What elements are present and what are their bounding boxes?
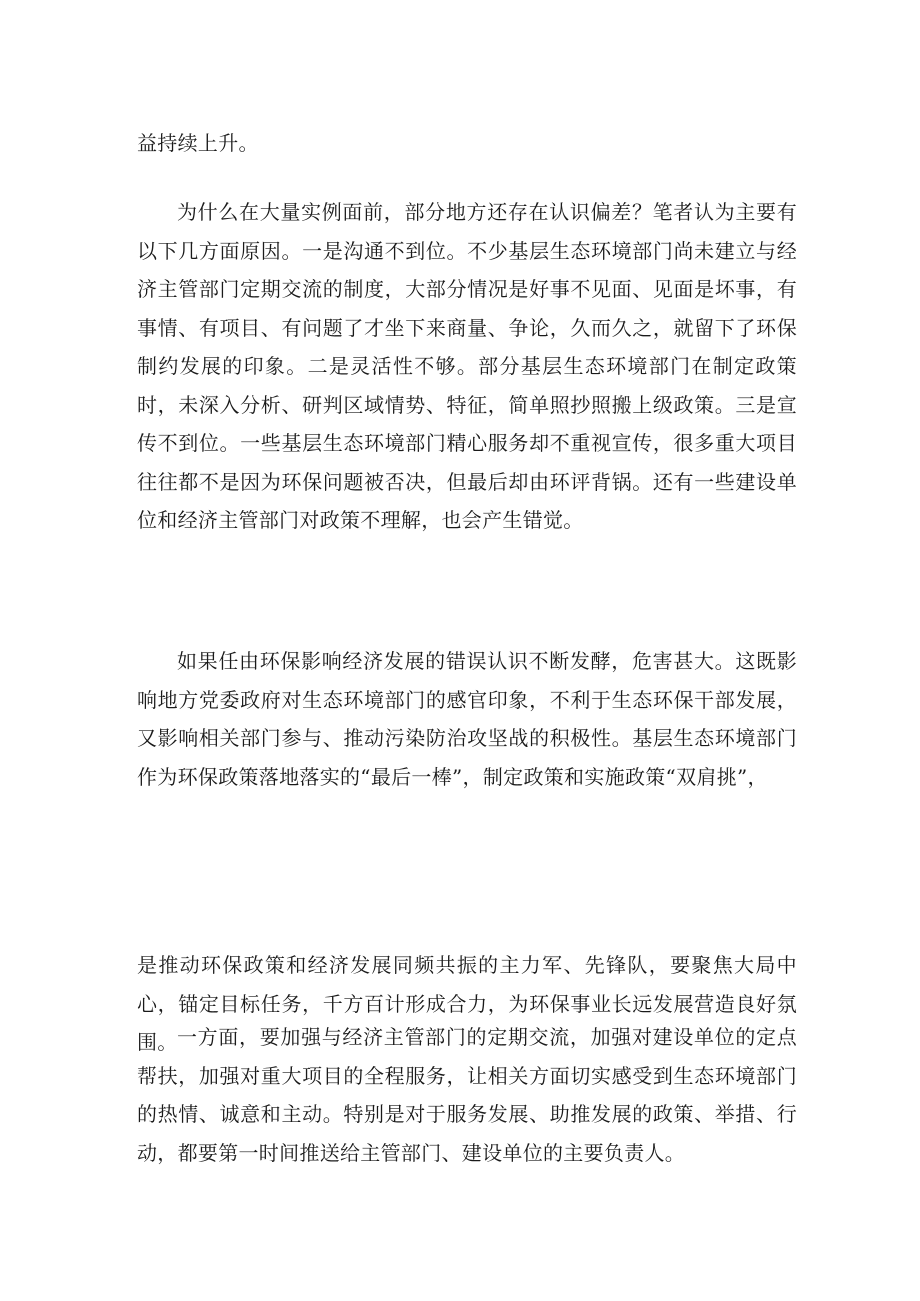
paragraph-continuation: 益持续上升。: [137, 131, 259, 155]
paragraph-harm-continued: 是推动环保政策和经济发展同频共振的主力军、先锋队，要聚焦大局中心，锚定目标任务，千方百计形成合力，为环保事业长远发展营造良好氛围。: [137, 953, 797, 1054]
paragraph-causes: 为什么在大量实例面前，部分地方还存在认识偏差？笔者认为主要有以下几方面原因。一是沟通不到位。不少基层生态环境部门尚未建立与经济主管部门定期交流的制度，大部分情况是好事不见面、见面是坏事，有事情、有项目、有问题了才坐下来商量、争论，久而久之，就留下了环保制约发展的印象。二是灵活性不够。部分基层生态环境部门在制定政策时，未深入分析、研判区域情势、特征，简单照抄照搬上级政策。三是宣传不到位。一些基层生态环境部门精心服务却不重视宣传，很多重大项目往往都不是因为环保问题被否决，但最后却由环评背锅。还有一些建设单位和经济主管部门对政策不理解，也会产生错觉。: [137, 200, 797, 532]
paragraph-harm: 如果任由环保影响经济发展的错误认识不断发酵，危害甚大。这既影响地方党委政府对生态环境部门的感官印象，不利于生态环保干部发展，又影响相关部门参与、推动污染防治攻坚战的积极性。基层生态环境部门作为环保政策落地落实的“最后一棒”，制定政策和实施政策“双肩挑”，: [137, 649, 797, 789]
paragraph-measures: 一方面，要加强与经济主管部门的定期交流，加强对建设单位的定点帮扶，加强对重大项目的全程服务，让相关方面切实感受到生态环境部门的热情、诚意和主动。特别是对于服务发展、助推发展的政策、举措、行动，都要第一时间推送给主管部门、建设单位的主要负责人。: [137, 1025, 797, 1165]
